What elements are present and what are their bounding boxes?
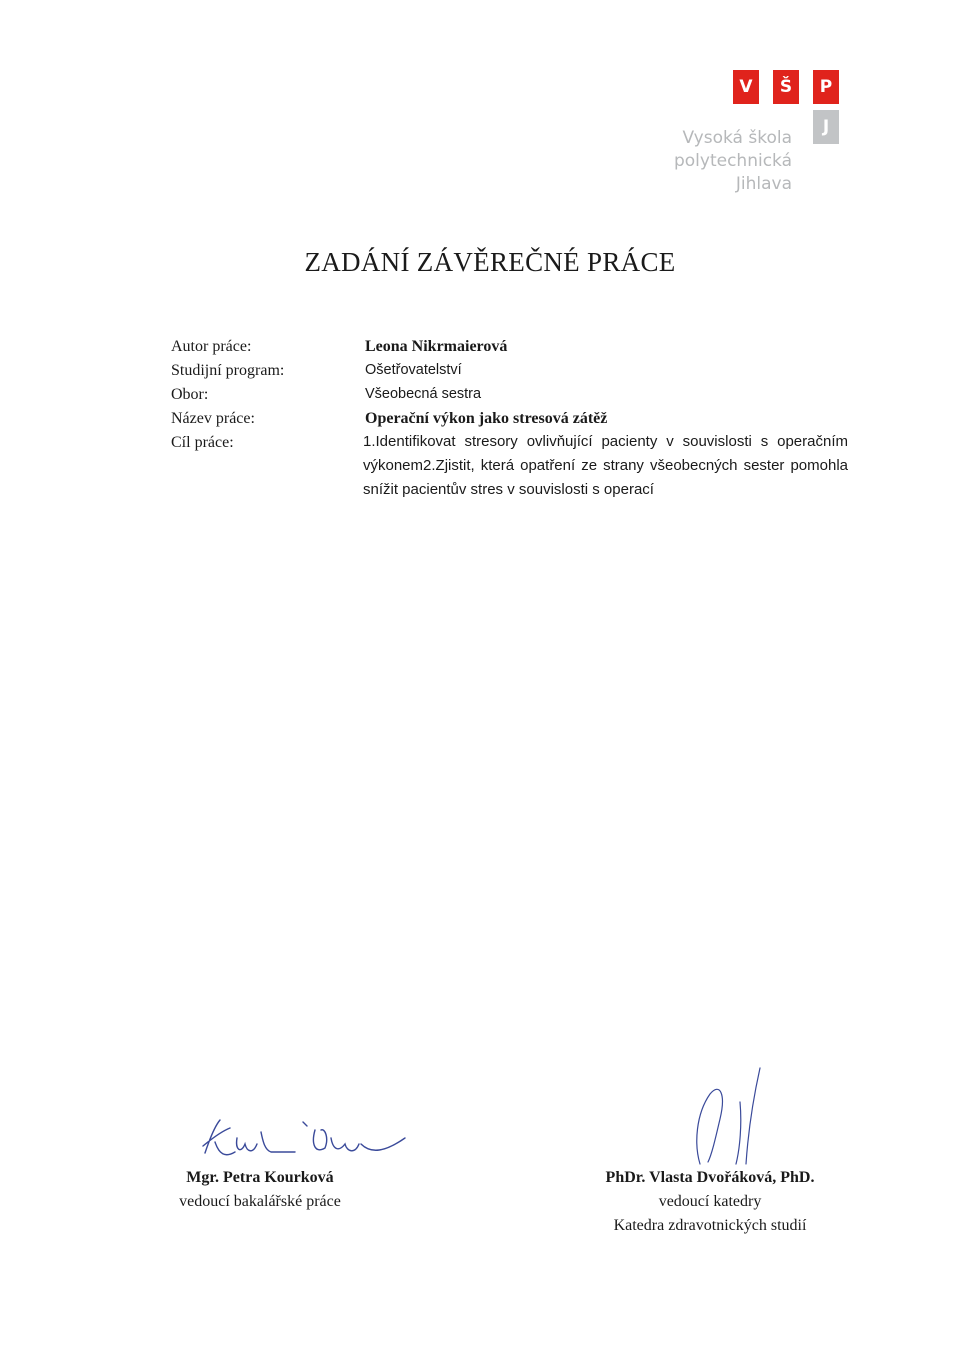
author-value: Leona Nikrmaierová — [365, 338, 508, 355]
logo-line-1: Vysoká škola — [682, 128, 792, 148]
program-value: Ošetřovatelství — [365, 362, 462, 378]
head-signature — [680, 1064, 800, 1174]
goal-value: 1.Identifikovat stresory ovlivňující pacienty v souvislosti s operačním výkonem2.Zjistit, která opatření ze strany všeobecných sester pomohla snížit pacientův stres v souvislosti s operací — [363, 433, 848, 498]
supervisor-name: Mgr. Petra Kourková — [186, 1169, 334, 1186]
program-label: Studijní program: — [171, 362, 285, 379]
head-role: vedoucí katedry — [658, 1193, 762, 1210]
supervisor-signature — [175, 1108, 435, 1168]
head-block — [580, 1166, 840, 1238]
document-title: ZADÁNÍ ZÁVĚREČNÉ PRÁCE — [304, 247, 676, 277]
thesis-title-label: Název práce: — [171, 410, 255, 427]
goal-label: Cíl práce: — [171, 434, 234, 451]
head-department: Katedra zdravotnických studií — [613, 1217, 807, 1234]
field-label: Obor: — [171, 386, 209, 403]
logo-letter-v: V — [733, 70, 759, 104]
supervisor-role: vedoucí bakalářské práce — [179, 1193, 341, 1210]
logo-letter-j: J — [813, 110, 839, 144]
head-name: PhDr. Vlasta Dvořáková, PhD. — [605, 1169, 815, 1186]
logo-letter-s: Š — [773, 70, 799, 104]
thesis-title-value: Operační výkon jako stresová zátěž — [365, 410, 608, 427]
logo-line-2: polytechnická — [673, 151, 792, 171]
supervisor-block — [160, 1166, 360, 1214]
field-value: Všeobecná sestra — [365, 386, 482, 402]
author-label: Autor práce: — [171, 338, 252, 355]
logo-letter-p: P — [813, 70, 839, 104]
logo-line-3: Jihlava — [735, 174, 792, 194]
